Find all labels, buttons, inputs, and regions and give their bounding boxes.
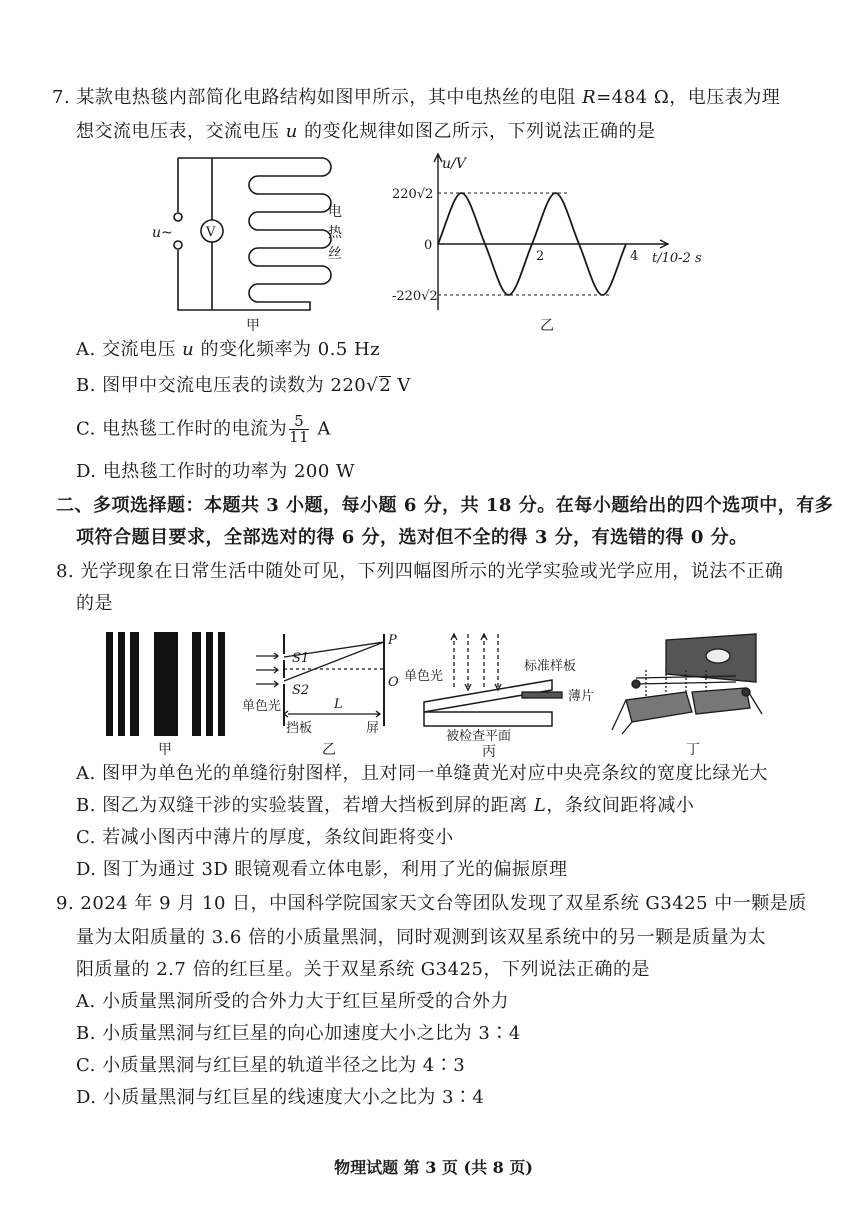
origin-label: 0 <box>424 238 433 253</box>
section2-header-line2: 项符合题目要求，全部选对的得 6 分，选对但不全的得 3 分，有选错的得 0 分。 <box>76 527 748 548</box>
screen-label: 屏 <box>366 721 380 736</box>
q7-option-a: A. 交流电压 u 的变化频率为 0.5 Hz <box>76 339 381 360</box>
figure-caption-bing: 丙 <box>482 744 496 758</box>
q7-option-d: D. 电热毯工作时的功率为 200 W <box>76 461 356 482</box>
surface-label: 被检查平面 <box>446 729 512 744</box>
q8-stem-line1: 8. 光学现象在日常生活中随处可见，下列四幅图所示的光学实验或光学应用，说法不正确 <box>56 561 784 582</box>
q7-figure-circuit <box>150 150 370 335</box>
l-label: L <box>334 697 343 712</box>
q9-option-b: B. 小质量黑洞与红巨星的向心加速度大小之比为 3∶4 <box>76 1023 521 1044</box>
voltmeter-label: V <box>206 225 216 240</box>
q8-figure-3d-glasses <box>606 630 776 758</box>
light-label-yi: 单色光 <box>242 699 282 714</box>
q7-option-c: C. 电热毯工作时的电流为 $\frac{5}{11}$ A <box>76 412 331 446</box>
q8-option-a: A. 图甲为单色光的单缝衍射图样，且对同一单缝黄光对应中央亮条纹的宽度比绿光大 <box>76 763 768 784</box>
peak-label: 220√2 <box>392 187 434 202</box>
q9-option-d: D. 小质量黑洞与红巨星的线速度大小之比为 3∶4 <box>76 1087 485 1108</box>
tick-4-label: 4 <box>630 249 639 264</box>
figure-caption-jia: 甲 <box>246 318 260 334</box>
o-label: O <box>388 675 399 690</box>
wire-label-3: 丝 <box>328 246 342 262</box>
shim-label: 薄片 <box>568 689 595 704</box>
figure-caption-yi: 乙 <box>540 318 554 334</box>
standard-label: 标准样板 <box>524 659 577 674</box>
wire-label-1: 电 <box>328 204 342 220</box>
q8-option-c: C. 若减小图丙中薄片的厚度，条纹间距将变小 <box>76 827 454 848</box>
section2-header-line1: 二、多项选择题：本题共 3 小题，每小题 6 分，共 18 分。在每小题给出的四个选项中，有多 <box>56 495 834 516</box>
q9-option-c: C. 小质量黑洞与红巨星的轨道半径之比为 4∶3 <box>76 1055 466 1076</box>
wire-label-2: 热 <box>328 225 342 241</box>
q8-figure-double-slit <box>238 630 408 758</box>
p-label: P <box>388 633 397 648</box>
x-axis-label: t/10-2 s <box>652 251 702 266</box>
baffle-label: 挡板 <box>286 721 313 736</box>
q8-figure-thin-film <box>402 630 614 758</box>
light-label-bing: 单色光 <box>404 669 444 684</box>
y-axis-label: u/V <box>442 156 466 172</box>
source-label: u~ <box>152 225 173 241</box>
page-footer: 物理试题 第 3 页 (共 8 页) <box>334 1158 533 1177</box>
q7-stem-line2: 想交流电压表，交流电压 u 的变化规律如图乙所示，下列说法正确的是 <box>76 121 656 142</box>
figure-caption-jia-q8: 甲 <box>158 742 172 756</box>
q7-figure-waveform <box>390 150 720 335</box>
q8-figure-diffraction <box>100 632 240 756</box>
q8-option-d: D. 图丁为通过 3D 眼镜观看立体电影，利用了光的偏振原理 <box>76 859 568 880</box>
q9-stem-line3: 阳质量的 2.7 倍的红巨星。关于双星系统 G3425，下列说法正确的是 <box>76 959 650 980</box>
tick-2-label: 2 <box>536 249 545 264</box>
q9-stem-line1: 9. 2024 年 9 月 10 日，中国科学院国家天文台等团队发现了双星系统 G3425 中一颗是质 <box>56 893 807 914</box>
q8-option-b: B. 图乙为双缝干涉的实验装置，若增大挡板到屏的距离 L，条纹间距将减小 <box>76 795 695 816</box>
q9-stem-line2: 量为太阳质量的 3.6 倍的小质量黑洞，同时观测到该双星系统中的另一颗是质量为太 <box>76 927 767 948</box>
s1-label: S1 <box>292 651 310 666</box>
figure-caption-yi-q8: 乙 <box>322 742 336 758</box>
neg-peak-label: -220√2 <box>392 289 438 304</box>
q7-option-b: B. 图甲中交流电压表的读数为 220√2 V <box>76 375 411 396</box>
q7-stem-line1: 7. 某款电热毯内部简化电路结构如图甲所示，其中电热丝的电阻 R=484 Ω，电压表为理 <box>52 87 781 108</box>
figure-caption-ding: 丁 <box>686 742 700 758</box>
s2-label: S2 <box>292 683 310 698</box>
q9-option-a: A. 小质量黑洞所受的合外力大于红巨星所受的合外力 <box>76 991 509 1012</box>
q8-stem-line2: 的是 <box>76 593 113 614</box>
